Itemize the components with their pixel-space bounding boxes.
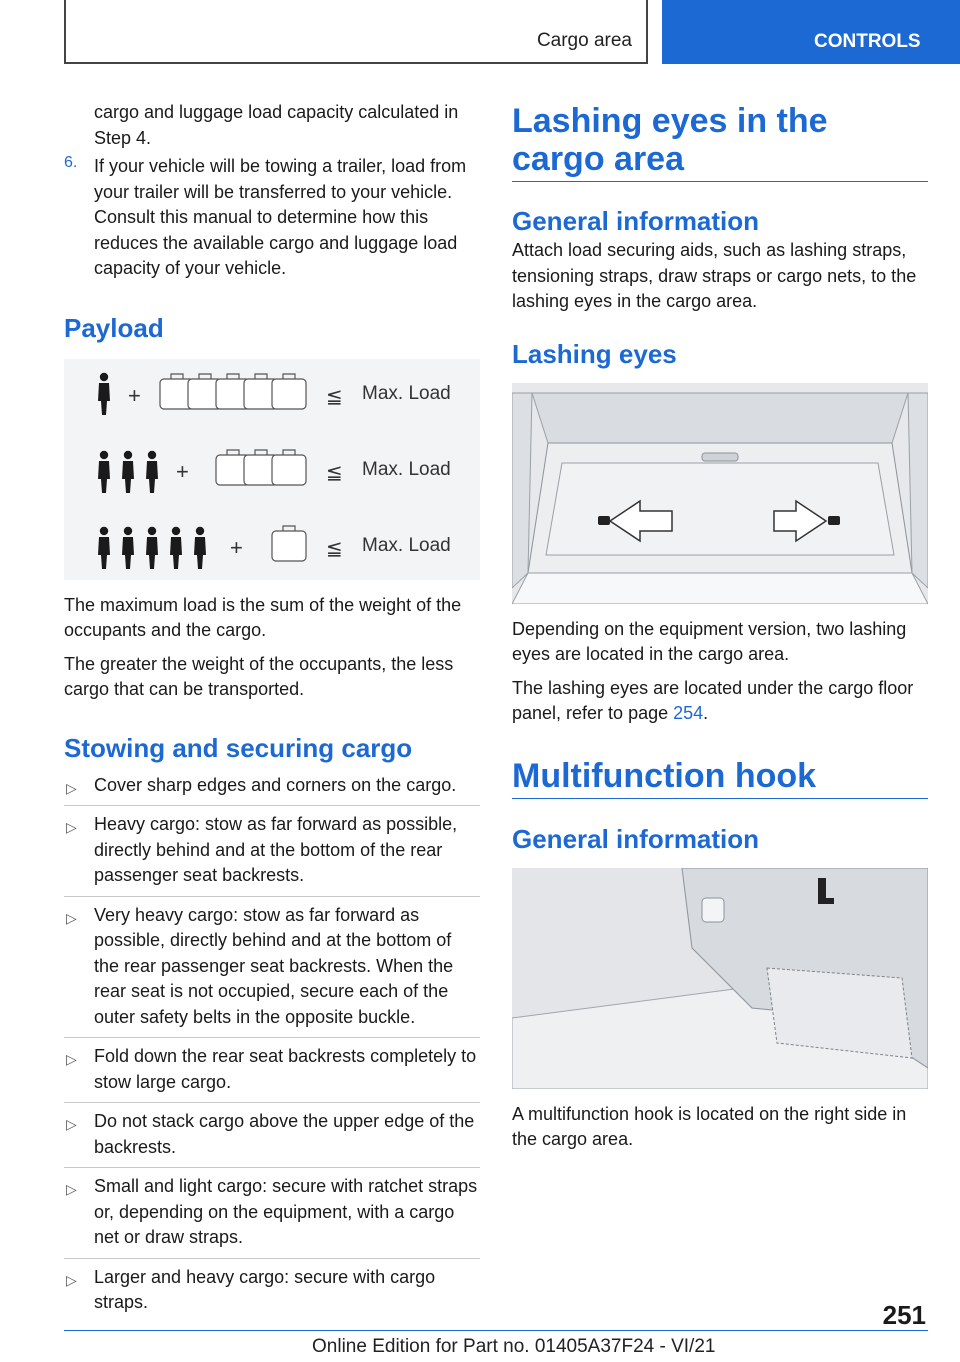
lashing-eyes-title: Lashing eyes in the cargo area: [512, 102, 928, 182]
hook-general-info-heading: General information: [512, 823, 760, 854]
hook-text: A multifunction hook is located on the right side in the cargo area.: [512, 1103, 907, 1149]
plus-sign: +: [230, 534, 243, 560]
left-column: [64, 100, 480, 1323]
lashing-eyes-paragraph-1: Depending on the equipment version, two lashing eyes are located in the cargo area.: [512, 618, 907, 664]
triangle-bullet-icon: ▷: [66, 1271, 77, 1288]
luggage-icon-row3: [272, 526, 306, 561]
svg-text:+: +: [128, 382, 141, 408]
triangle-bullet-icon: ▷: [66, 1116, 77, 1132]
left-lashing-eye-icon: [598, 516, 610, 525]
max-load-label: Max. Load: [362, 382, 451, 404]
page-number: 251: [882, 1300, 926, 1330]
list-item: ▷ Larger and heavy cargo: secure with cargo straps.: [66, 1266, 436, 1312]
multifunction-hook-title: Multifunction hook: [512, 757, 928, 799]
list-item: ▷ Fold down the rear seat backrests completely to stow large cargo.: [64, 1038, 480, 1103]
list-item: ▷ Do not stack cargo above the upper edge of the backrests.: [64, 1103, 480, 1168]
plus-sign: [128, 383, 141, 408]
plus-sign: +: [176, 458, 189, 484]
section-title: Cargo area: [536, 30, 632, 51]
person-icons-row2: [98, 450, 158, 492]
payload-paragraph-2: The greater the weight of the occupants, the less cargo that can be transported.: [64, 653, 454, 699]
right-column: [512, 100, 928, 1153]
leq-sign: ≦: [326, 537, 343, 560]
stowing-list: [64, 767, 480, 1323]
chapter-tab[interactable]: CONTROLS: [662, 0, 960, 64]
payload-paragraph-1: The maximum load is the sum of the weight of the occupants and the cargo.: [64, 594, 462, 640]
general-info-text: Attach load securing aids, such as lashing straps, tensioning straps, draw straps or cargo nets, to the lashing eyes in the cargo area.: [512, 240, 917, 311]
triangle-bullet-icon: ▷: [66, 1181, 77, 1197]
list-item: ▷ Cover sharp edges and corners on the cargo.: [64, 767, 480, 807]
stowing-heading: Stowing and securing cargo: [64, 732, 413, 763]
general-info-heading: General information: [512, 206, 760, 236]
list-item: ▷ Very heavy cargo: stow as far forward as possible, directly behind and at the bottom of the rear passenger seat backrests. When the rear seat is not occupied, secure each of the outer safety belts in the opposite buckle.: [64, 897, 480, 1039]
cargo-floor-illustration: [512, 383, 928, 604]
item-text: If your vehicle will be towing a trailer, load from your trailer will be transferred to your vehicle. Consult this manual to determine how this reduces the available cargo and luggage load capacity of your vehicle.: [94, 156, 467, 278]
footer-edition: Online Edition for Part no. 01405A37F24 - VI/21: [312, 1336, 716, 1357]
numbered-item-6: [64, 154, 480, 282]
person-icons-row3: [98, 526, 206, 568]
max-load-label: Max. Load: [362, 458, 451, 480]
max-load-label: Max. Load: [362, 534, 451, 556]
cargo-side-illustration: [512, 868, 928, 1089]
triangle-bullet-icon: ▷: [66, 779, 77, 796]
triangle-bullet-icon: ▷: [66, 819, 77, 835]
triangle-bullet-icon: ▷: [66, 909, 77, 926]
payload-heading: Payload: [64, 312, 164, 343]
right-lashing-eye-icon: [828, 516, 840, 525]
luggage-icons-row2: [216, 450, 306, 485]
continued-text: cargo and luggage load capacity calculated in Step 4.: [94, 102, 459, 148]
list-item: ▷ Heavy cargo: stow as far forward as possible, directly behind and at the bottom of the rear passenger seat backrests.: [64, 806, 480, 897]
payload-diagram: [64, 359, 480, 580]
payload-figure: [64, 359, 480, 580]
page-link[interactable]: 254: [673, 703, 704, 723]
multifunction-hook-photo: [512, 868, 928, 1089]
leq-sign: ≦: [326, 385, 343, 408]
lashing-eyes-paragraph-2: The lashing eyes are located under the cargo floor panel, refer to page 254.: [512, 677, 914, 723]
leq-sign: ≦: [326, 461, 343, 484]
list-item: ▷ Small and light cargo: secure with ratchet straps or, depending on the equipment, with a cargo net or draw straps.: [64, 1168, 480, 1259]
header-section-box: [64, 0, 648, 64]
footer-divider: [64, 1330, 928, 1331]
item-number: 6.: [64, 154, 78, 171]
person-icon: [98, 372, 110, 414]
lashing-eyes-photo: [512, 383, 928, 604]
luggage-icons-row1: [160, 374, 306, 409]
lashing-eyes-heading: Lashing eyes: [512, 338, 677, 369]
triangle-bullet-icon: ▷: [66, 1051, 77, 1067]
